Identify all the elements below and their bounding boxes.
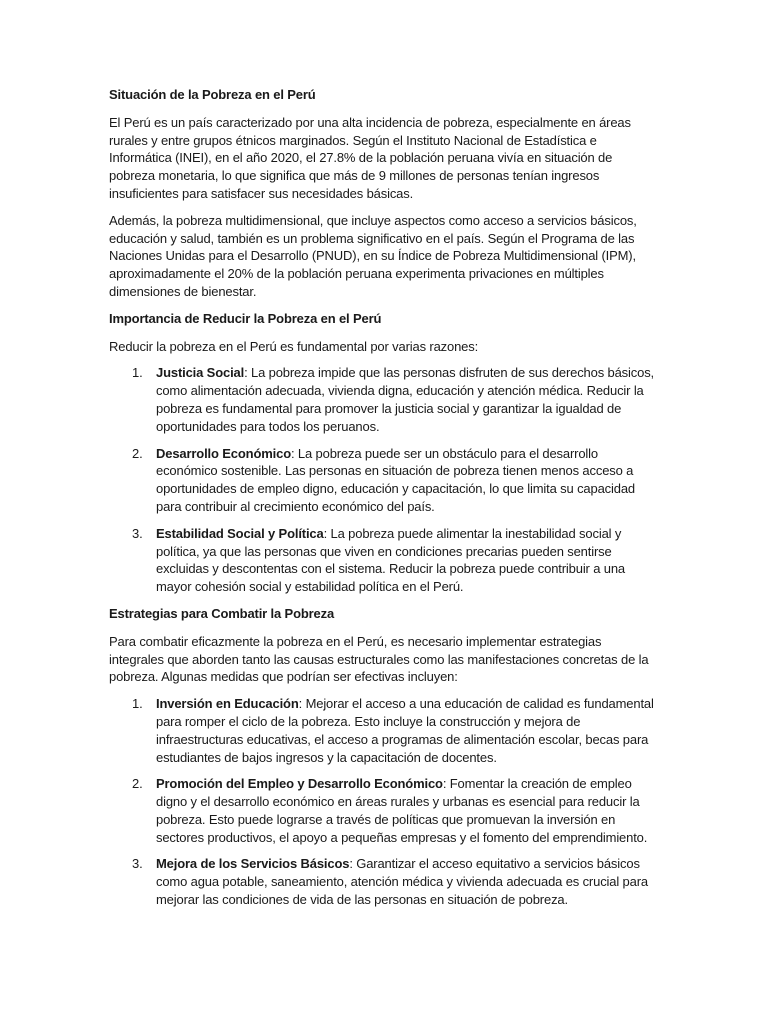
list-item-term: Inversión en Educación <box>156 696 299 712</box>
list-item-term: Estabilidad Social y Política <box>156 525 324 541</box>
list-item-text: : La pobreza puede ser un obstáculo para el desarrollo económico sostenible. Las personas en situación de pobreza tienen menos acceso a oportunidades de empleo digno, educación y capacitación, lo que limita su capacidad para contribuir al crecimiento económico del país. <box>156 445 635 514</box>
list-item <box>109 855 659 908</box>
list-item-term: Mejora de los Servicios Básicos <box>156 856 350 872</box>
list-number: 1. <box>132 696 143 712</box>
list-number: 2. <box>132 776 143 792</box>
list-number: 3. <box>132 856 143 872</box>
section-heading-estrategias: Estrategias para Combatir la Pobreza <box>109 605 335 621</box>
list-item-text: : Mejorar el acceso a una educación de calidad es fundamental para romper el ciclo de la pobreza. Esto incluye la construcción y mejora de infraestructuras educativas, el acceso a programas de alimentación escolar, becas para estudiantes de bajos ingresos y la capacitación de docentes. <box>156 696 654 765</box>
list-item <box>109 364 659 435</box>
list-item-text: : Garantizar el acceso equitativo a servicios básicos como agua potable, saneamiento, atención médica y vivienda adecuada es crucial para mejorar las condiciones de vida de las personas en situación de pobreza. <box>156 856 648 908</box>
paragraph: El Perú es un país caracterizado por una alta incidencia de pobreza, especialmente en áreas rurales y entre grupos étnicos marginados. Según el Instituto Nacional de Estadística e Informática (INEI), en el año 2020, el 27.8% de la población peruana vivía en situación de pobreza monetaria, lo que significa que más de 9 millones de personas tenían ingresos insuficientes para satisfacer sus necesidades básicas. <box>109 114 631 201</box>
list-item <box>109 775 659 846</box>
list-number: 1. <box>132 365 143 381</box>
paragraph: Para combatir eficazmente la pobreza en el Perú, es necesario implementar estrategias integrales que aborden tanto las causas estructurales como las manifestaciones concretas de la pobreza. Algunas medidas que podrían ser efectivas incluyen: <box>109 633 649 685</box>
list-item-term: Desarrollo Económico <box>156 445 291 461</box>
section-heading-situacion: Situación de la Pobreza en el Perú <box>109 87 316 102</box>
list-item-term: Promoción del Empleo y Desarrollo Económico <box>156 776 443 792</box>
list-item <box>109 525 659 596</box>
list-item <box>109 695 659 766</box>
list-number: 3. <box>132 525 143 541</box>
list-item-term: Justicia Social <box>156 365 245 381</box>
paragraph: Reducir la pobreza en el Perú es fundamental por varias razones: <box>109 338 479 354</box>
list-item-text: : Fomentar la creación de empleo digno y el desarrollo económico en áreas rurales y urbanas es esencial para reducir la pobreza. Esto puede lograrse a través de políticas que promuevan la inversión en sectores productivos, el apoyo a pequeñas empresas y el fomento del emprendimiento. <box>156 776 648 845</box>
section-heading-importancia: Importancia de Reducir la Pobreza en el Perú <box>109 310 382 326</box>
list-item <box>109 445 659 516</box>
list-item-text: : La pobreza impide que las personas disfruten de sus derechos básicos, como alimentación adecuada, vivienda digna, educación y atención médica. Reducir la pobreza es fundamental para promover la justicia social y garantizar la igualdad de oportunidades para todos los peruanos. <box>156 365 655 434</box>
list-item-text: : La pobreza puede alimentar la inestabilidad social y política, ya que las personas que viven en condiciones precarias pueden sentirse excluidas y descontentas con el sistema. Reducir la pobreza puede contribuir a una mayor cohesión social y estabilidad política en el Perú. <box>156 525 625 595</box>
paragraph: Además, la pobreza multidimensional, que incluye aspectos como acceso a servicios básicos, educación y salud, también es un problema significativo en el país. Según el Programa de las Naciones Unidas para el Desarrollo (PNUD), en su Índice de Pobreza Multidimensional (IPM), aproximadamente el 20% de la población peruana experimenta privaciones en múltiples dimensiones de bienestar. <box>109 212 637 299</box>
numbered-list-importancia <box>109 364 659 596</box>
document-page <box>109 86 659 918</box>
numbered-list-estrategias <box>109 695 659 909</box>
list-number: 2. <box>132 445 143 461</box>
